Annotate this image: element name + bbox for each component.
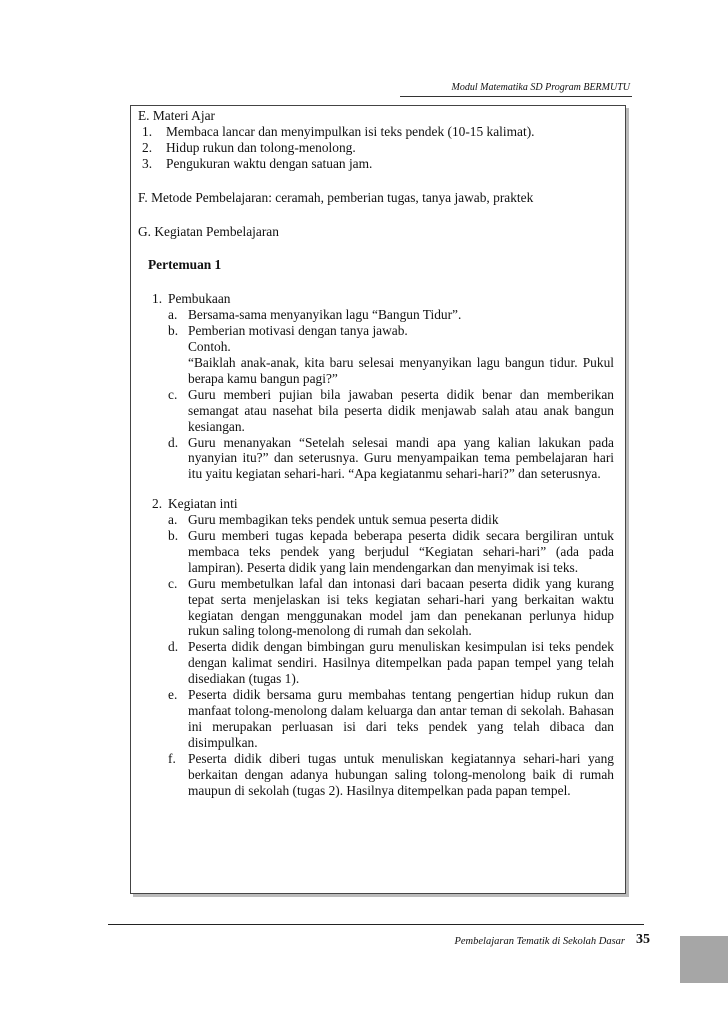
step-opening: 1. Pembukaan a. Bersama-sama menyanyikan lagu “Bangun Tidur”. b. Pemberian motivasi dengan tanya jawab. Contoh. “Baiklah anak-anak, kita baru selesai menyanyikan lagu bangun tidur. Pukul berapa kamu bangun pagi?” c. Guru memberi pujian bila jawaban peserta didik benar dan memberikan semangat atau nasehat bila peserta didik menjawab salah atau anak bangun kesiangan. d. Guru menanyakan “Setelah selesai mandi apa yang kalian lakukan pada nyanyian itu?” dan seterusnya. Guru menyampaikan tema pembelajaran hari itu yaitu kegiatan sehari-hari. “Apa kegiatanmu sehari-hari?” dan seterusnya. xyxy=(152,291,614,482)
list-item: a. Bersama-sama menyanyikan lagu “Bangun Tidur”. xyxy=(168,307,462,323)
list-item: d. Guru menanyakan “Setelah selesai mandi apa yang kalian lakukan pada nyanyian itu?” dan seterusnya. Guru menyampaikan tema pembelajaran hari itu yaitu kegiatan sehari-hari. “Apa kegiatanmu sehari-hari?” dan seterusnya. xyxy=(168,434,614,482)
meeting-title: Pertemuan 1 xyxy=(148,257,222,273)
header-rule xyxy=(400,96,632,97)
section-g-title: G. Kegiatan Pembelajaran xyxy=(138,223,279,239)
list-item: b. Guru memberi tugas kepada beberapa peserta didik secara bergiliran untuk membaca teks pendek yang berjudul “Kegiatan sehari-hari” (ada pada lampiran). Peserta didik yang lain mendengarkan dan menyimak isi teks. xyxy=(168,528,614,575)
list-item: b. Pemberian motivasi dengan tanya jawab. Contoh. “Baiklah anak-anak, kita baru selesai menyanyikan lagu bangun tidur. Pukul berapa kamu bangun pagi?” xyxy=(168,323,614,386)
section-e-list xyxy=(138,124,614,172)
section-e-title: E. Materi Ajar xyxy=(138,108,215,123)
step-core-items xyxy=(168,512,614,798)
list-item: c. Guru membetulkan lafal dan intonasi dari bacaan peserta didik yang kurang tepat serta menjelaskan isi teks kegiatan sehari-hari yang berkaitan waktu kegiatan dengan menggunakan model jam dan penekanan perlunya hidup rukun saling tolong-menolong di rumah dan sekolah. xyxy=(168,575,614,639)
running-header: Modul Matematika SD Program BERMUTU xyxy=(451,82,630,93)
section-f: F. Metode Pembelajaran: ceramah, pemberian tugas, tanya jawab, praktek xyxy=(138,189,534,205)
page-number: 35 xyxy=(636,932,650,947)
list-item: e. Peserta didik bersama guru membahas tentang pengertian hidup rukun dan manfaat tolong-menolong dalam keluarga dan antar teman di sekolah. Bahasan ini merupakan perluasan isi dari teks pendek yang telah dibaca dan disimpulkan. xyxy=(168,687,614,750)
list-item: c. Guru memberi pujian bila jawaban peserta didik benar dan memberikan semangat atau nasehat bila peserta didik menjawab salah atau anak bangun kesiangan. xyxy=(168,386,614,434)
running-footer: Pembelajaran Tematik di Sekolah Dasar xyxy=(454,936,625,947)
list-item: f. Peserta didik diberi tugas untuk menuliskan kegiatannya sehari-hari yang berkaitan dengan adanya hubungan saling tolong-menolong baik di rumah maupun di sekolah (tugas 2). Hasilnya ditempelkan pada papan tempel. xyxy=(168,750,614,798)
step-opening-items xyxy=(168,307,614,482)
page-tab-decoration xyxy=(680,936,728,983)
step-title: Kegiatan inti xyxy=(168,496,238,512)
step-core: 2. Kegiatan inti a. Guru membagikan teks pendek untuk semua peserta didik b. Guru memberi tugas kepada beberapa peserta didik secara bergiliran untuk membaca teks pendek yang berjudul “Kegiatan sehari-hari” (ada pada lampiran). Peserta didik yang lain mendengarkan dan menyimak isi teks. c. Guru membetulkan lafal dan intonasi dari bacaan peserta didik yang kurang tepat serta menjelaskan isi teks kegiatan sehari-hari yang berkaitan waktu kegiatan dengan menggunakan model jam dan penekanan perlunya hidup rukun saling tolong-menolong di rumah dan sekolah. d. Peserta didik dengan bimbingan guru menuliskan kesimpulan isi teks pendek dengan kalimat sendiri. Hasilnya ditempelkan pada papan tempel yang telah disediakan (tugas 1). e. Peserta didik bersama guru membahas tentang pengertian hidup rukun dan manfaat tolong-menolong dalam keluarga dan antar teman di sekolah. Bahasan ini merupakan perluasan isi dari teks pendek yang telah dibaca dan disimpulkan. f. Peserta didik diberi tugas untuk menuliskan kegiatannya sehari-hari yang berkaitan dengan adanya hubungan saling tolong-menolong baik di rumah maupun di sekolah (tugas 2). Hasilnya ditempelkan pada papan tempel. xyxy=(152,496,614,798)
list-item: 1. Membaca lancar dan menyimpulkan isi teks pendek (10-15 kalimat). xyxy=(142,123,535,139)
list-item: d. Peserta didik dengan bimbingan guru menuliskan kesimpulan isi teks pendek dengan kalimat sendiri. Hasilnya ditempelkan pada papan tempel yang telah disediakan (tugas 1). xyxy=(168,639,614,687)
list-item: 2. Hidup rukun dan tolong-menolong. xyxy=(142,139,356,155)
list-item: 3. Pengukuran waktu dengan satuan jam. xyxy=(142,155,373,171)
footer-rule xyxy=(108,924,644,925)
page-content xyxy=(138,108,614,798)
list-item: a. Guru membagikan teks pendek untuk semua peserta didik xyxy=(168,512,499,528)
step-title: Pembukaan xyxy=(168,291,231,307)
